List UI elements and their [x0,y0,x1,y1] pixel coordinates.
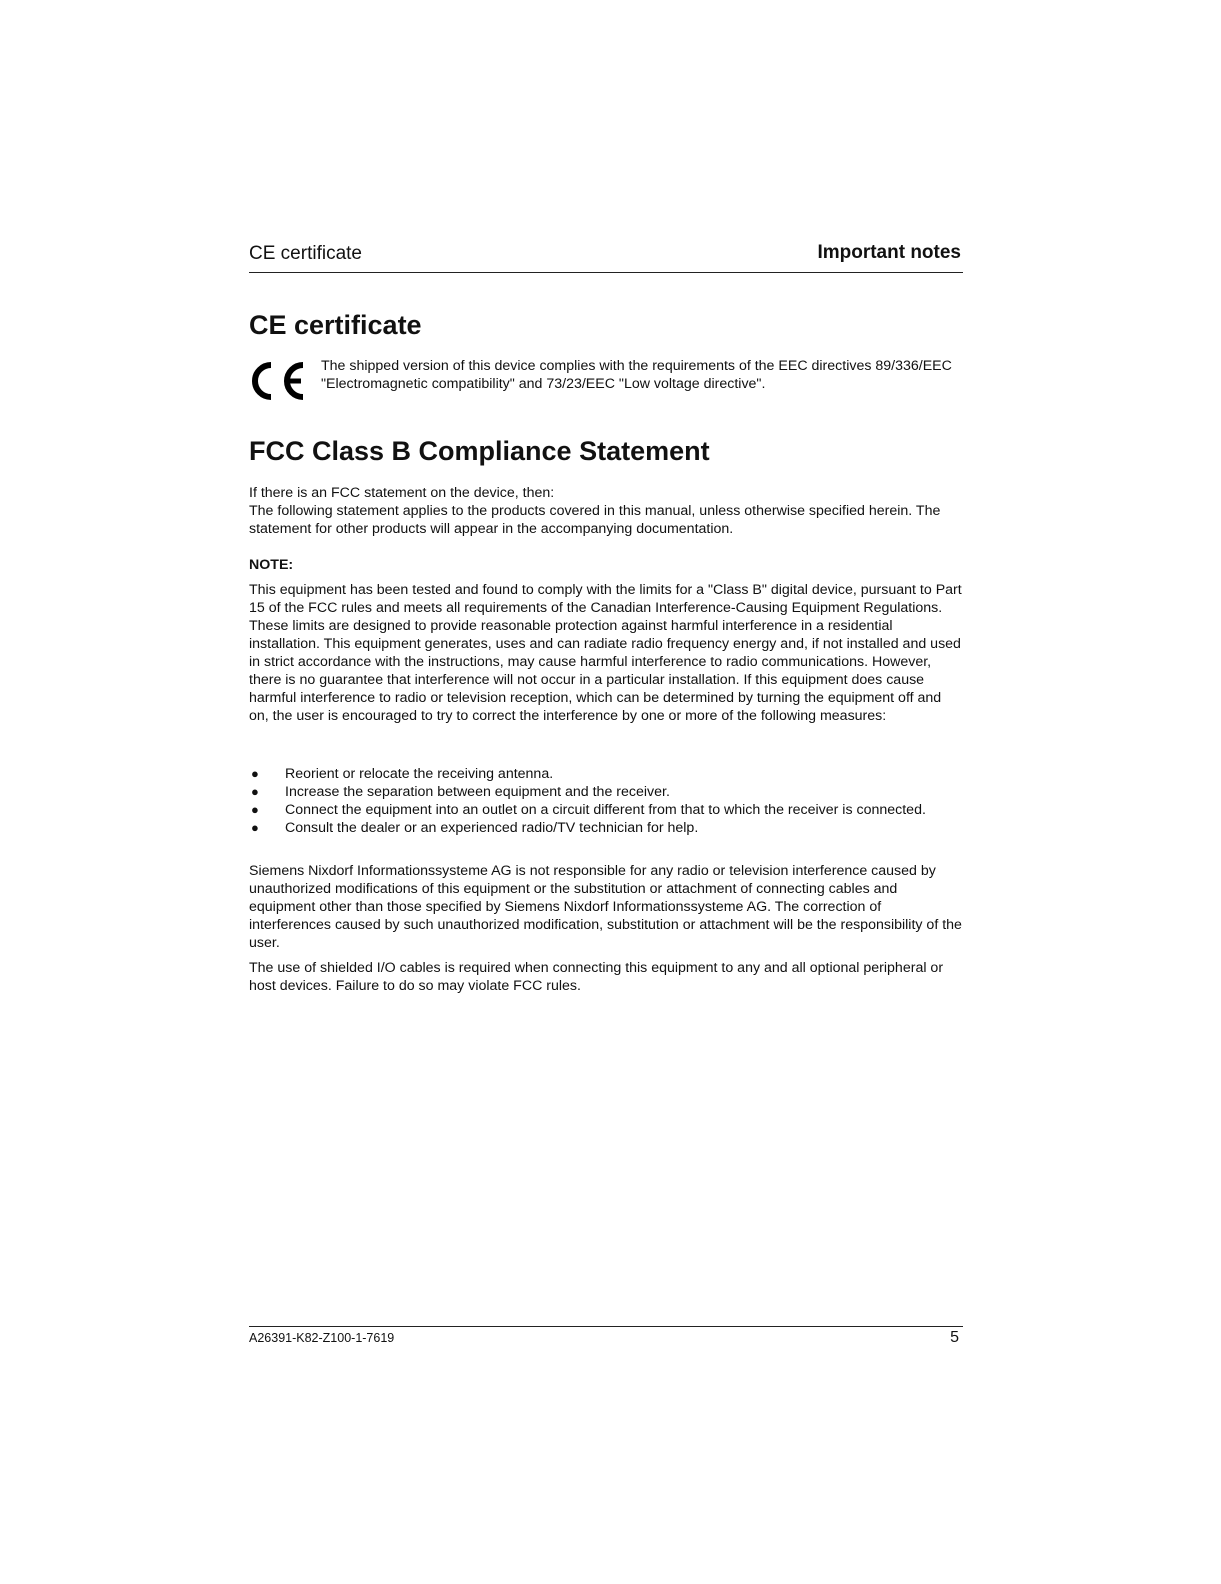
header-section-title: CE certificate [249,243,362,264]
bullet-icon: ● [251,766,259,781]
measures-list [249,765,963,837]
running-header [249,240,963,273]
ce-certificate-heading: CE certificate [249,310,422,340]
siemens-disclaimer: Siemens Nixdorf Informationssysteme AG is not responsible for any radio or television interference caused by unauthorized modifications of this equipment or the substitution or attachment of connecting cables and equipment other than those specified by Siemens Nixdorf Informationssysteme AG. The correction of interferences caused by such unauthorized modification, substitution or attachment will be the responsibility of the user. [249,863,962,951]
fcc-intro-line-2: The following statement applies to the products covered in this manual, unless otherwise specified herein. The statement for other products will appear in the accompanying documentation. [249,503,941,537]
list-item [249,783,963,801]
list-item [249,801,963,819]
measure-text: Increase the separation between equipment and the receiver. [285,784,670,800]
measure-text: Consult the dealer or an experienced radio/TV technician for help. [285,820,699,836]
note-label: NOTE: [249,557,294,573]
shielded-cables-note: The use of shielded I/O cables is required when connecting this equipment to any and all optional peripheral or host devices. Failure to do so may violate FCC rules. [249,960,944,994]
measure-text: Reorient or relocate the receiving antenna. [285,766,554,782]
ce-statement: The shipped version of this device complies with the requirements of the EEC directives 89/336/EEC "Electromagnetic compatibility" and 73/23/EEC "Low voltage directive". [321,358,952,392]
header-chapter-title: Important notes [817,242,961,263]
document-id: A26391-K82-Z100-1-7619 [249,1331,395,1345]
page-number: 5 [950,1329,959,1346]
bullet-icon: ● [251,802,259,817]
bullet-icon: ● [251,784,259,799]
list-item [249,765,963,783]
list-item [249,819,963,837]
fcc-intro-line-1: If there is an FCC statement on the device, then: [249,485,555,501]
fcc-intro [249,484,963,538]
ce-mark-logo [249,359,309,403]
measure-text: Connect the equipment into an outlet on a circuit different from that to which the receiver is connected. [285,802,926,818]
note-body: This equipment has been tested and found to comply with the limits for a "Class B" digital device, pursuant to Part 15 of the FCC rules and meets all requirements of the Canadian Interference-Causing Equipment Regulations. These limits are designed to provide reasonable protection against harmful interference in a residential installation. This equipment generates, uses and can radiate radio frequency energy and, if not installed and used in strict accordance with the instructions, may cause harmful interference to radio communications. However, there is no guarantee that interference will not occur in a particular installation. If this equipment does cause harmful interference to radio or television reception, which can be determined by turning the equipment off and on, the user is encouraged to try to correct the interference by one or more of the following measures: [249,582,962,724]
document-page [249,0,963,1584]
page-footer [249,1326,963,1351]
bullet-icon: ● [251,820,259,835]
fcc-heading: FCC Class B Compliance Statement [249,436,710,466]
